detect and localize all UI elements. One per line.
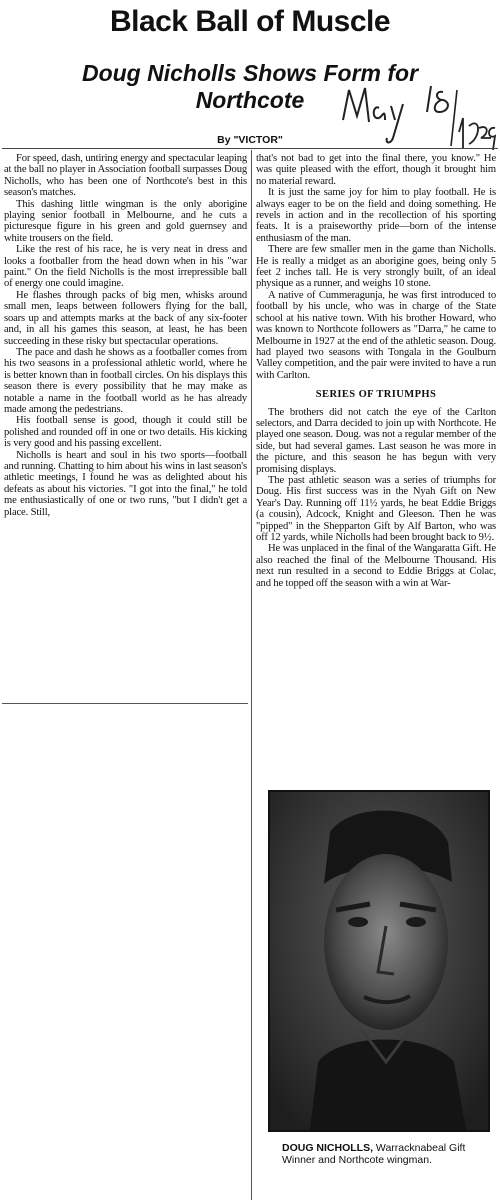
column-end-rule bbox=[2, 703, 248, 704]
byline: By "VICTOR" bbox=[217, 134, 283, 146]
headline: Black Ball of Muscle bbox=[109, 5, 391, 38]
paragraph: There are few smaller men in the game than Nicholls. He is really a midget as an aborigine goes, being only 5 feet 2 inches tall. He is very strongly built, of an ideal physique as a runner, and weighs 10 stone. bbox=[256, 244, 496, 290]
paragraph: that's not bad to get into the final there, you know." He was quite pleased with the effort, though it brought him no material reward. bbox=[256, 153, 496, 187]
subheadline-line-1: Doug Nicholls Shows Form for bbox=[81, 60, 419, 86]
paragraph: The past athletic season was a series of triumphs for Doug. His first success was in the Nyah Gift on New Year's Day. Running off 11½ yards, he beat Eddie Briggs (a cousin), Adcock, Knight and Gleeson. Then he was "pipped" in the Shepparton Gift by Alf Barton, who was off 12 yards, while Nicholls had been brought back to 9½. bbox=[256, 474, 496, 543]
paragraph: This dashing little wingman is the only aborigine playing senior football in Melbourne, and he cuts a picturesque figure in his green and gold guernsey and white trousers on the field. bbox=[4, 198, 247, 244]
caption-text: Warracknabeal Gift Winner and Northcote wingman. bbox=[282, 1142, 466, 1166]
paragraph: Like the rest of his race, he is very neat in dress and looks a footballer from the head down when in his "war paint." On the field Nicholls is the most irrepressible ball of energy one could imagine. bbox=[4, 244, 247, 290]
paragraph: The pace and dash he shows as a footballer comes from his two seasons in a professional athletic world, where he is better known than in football circles. On his displays this season there is every possibility that he may make as notable a name in the football world as he has already made among the pedestrians. bbox=[4, 346, 247, 415]
header-rule bbox=[2, 148, 498, 149]
paragraph: A native of Cummeragunja, he was first introduced to football by his uncle, who was in charge of the State school at his native town. With his brother Howard, who was known to Northcote followers as "Darra," he came to Melbourne in 1927 at the end of the athletic season. Doug. had played two seasons with Tongala in the Goulburn Valley competition, and the pair were invited to have a run with Carlton. bbox=[256, 289, 496, 381]
paragraph: He was unplaced in the final of the Wangaratta Gift. He also reached the final of the Melbourne Thousand. His next run resulted in a second to Eddie Briggs at Colac, and he topped off the season with a win at War- bbox=[256, 543, 496, 589]
column-divider bbox=[251, 150, 252, 1200]
portrait-photo bbox=[268, 790, 490, 1132]
paragraph: His football sense is good, though it could still be polished and rounded off in one or two details. His kicking is very good and his passing excellent. bbox=[4, 415, 247, 450]
paragraph: For speed, dash, untiring energy and spectacular leaping at the ball no player in Association football surpasses Doug Nicholls, who has been one of Northcote's best in this season's matches. bbox=[4, 153, 247, 199]
article-column-left bbox=[4, 153, 247, 518]
portrait-image bbox=[270, 792, 488, 1130]
caption-name: DOUG NICHOLLS, bbox=[282, 1142, 373, 1154]
paragraph: He flashes through packs of big men, whisks around small men, leaps between followers flying for the ball, soars up and attempts marks at the back of any six-footer and, in all his games this season, at least, he has been succeeding in these risky but spectacular operations. bbox=[4, 289, 247, 347]
paragraph: Nicholls is heart and soul in his two sports—football and running. Chatting to him about his wins in last season's athletic meetings, I found he was as delighted about his defeats as about his victories. "I got into the final," he told me enthusiastically of one or two runs, "but I didn't get a place. Still, bbox=[4, 449, 247, 518]
section-heading: SERIES OF TRIUMPHS bbox=[315, 389, 437, 401]
photo-caption bbox=[282, 1142, 492, 1166]
subheadline-line-2: Northcote bbox=[195, 87, 305, 113]
article-column-right bbox=[256, 153, 496, 589]
paragraph: It is just the same joy for him to play football. He is always eager to be on the field and doing something. He revels in action and in the recollection of his sporting feats. It is a praiseworthy pride—born of the intense enthusiasm of the man. bbox=[256, 187, 496, 244]
paragraph: The brothers did not catch the eye of the Carlton selectors, and Darra decided to join up with Northcote. He played one season. Doug. was not a regular member of the side, but had several games. Last season he was more in the picture, and this season he has begun with very promising displays. bbox=[256, 406, 496, 475]
